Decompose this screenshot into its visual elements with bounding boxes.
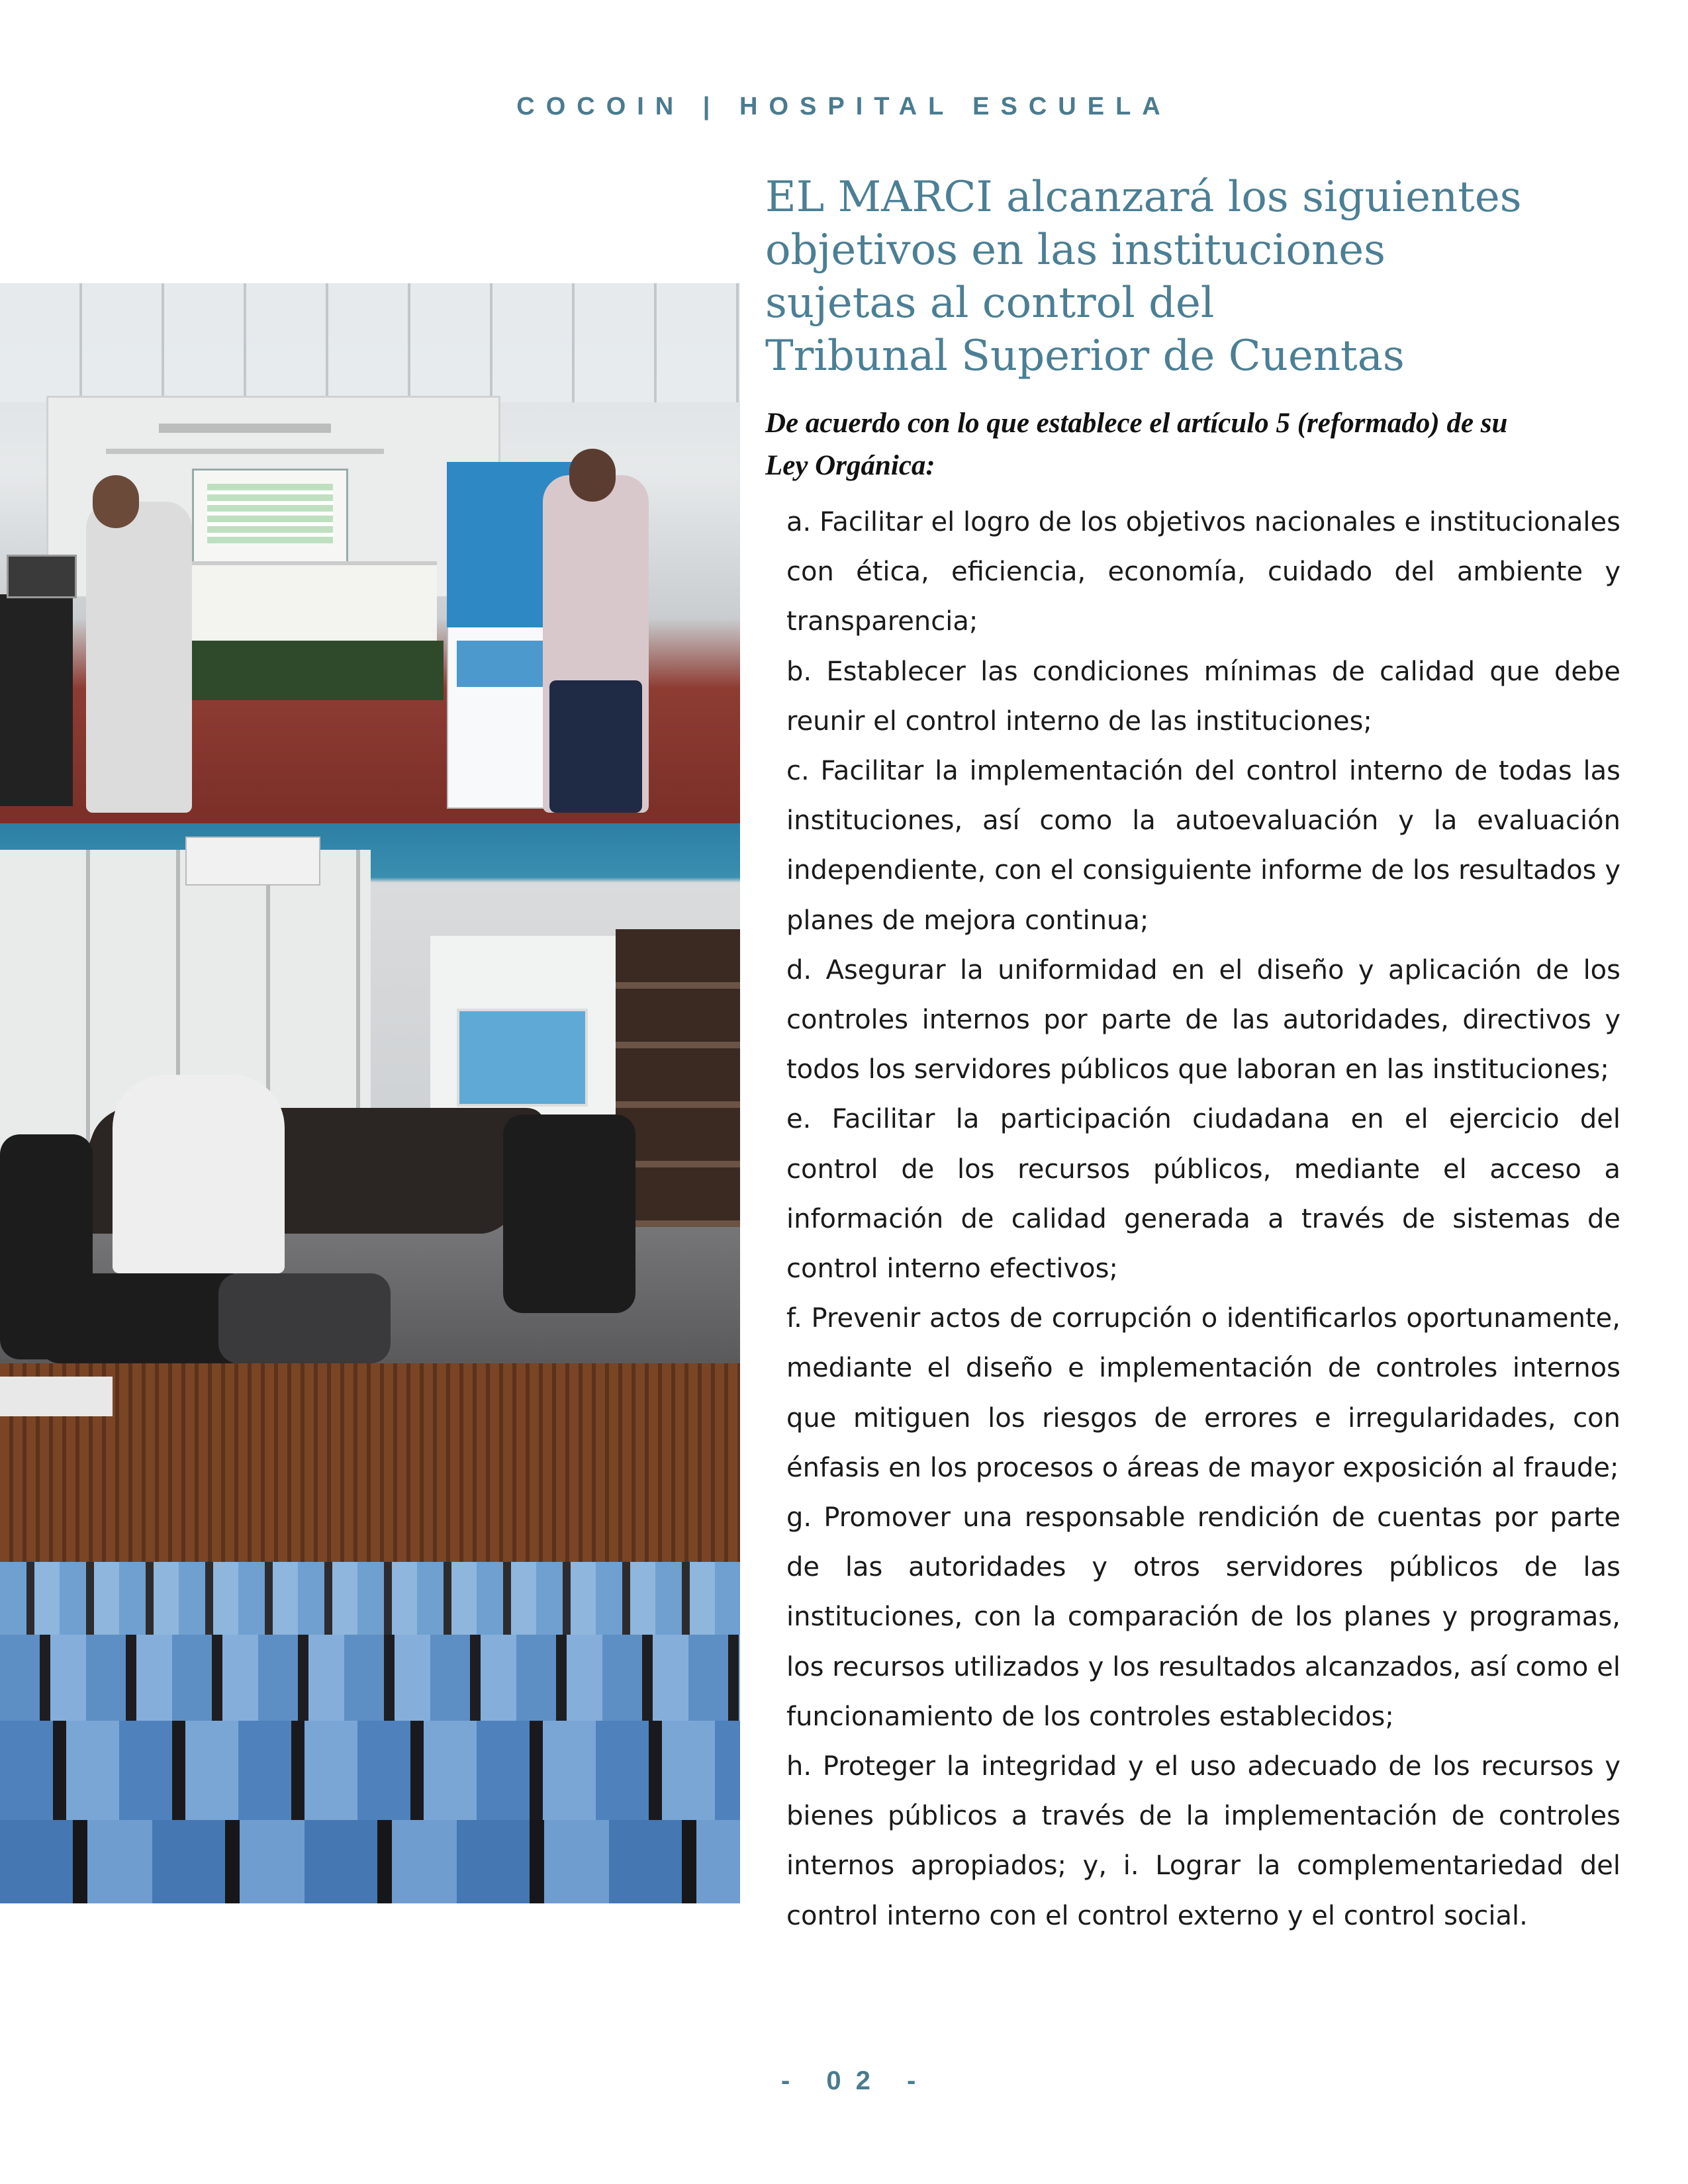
photo-auditorium xyxy=(0,1363,740,1903)
photo-meeting-room xyxy=(0,823,740,1363)
objective-item-d: d. Asegurar la uniformidad en el diseño y aplicación de los controles internos por parte de las autoridades, directivos y todos los servidores públicos que laboran en las instituciones; xyxy=(786,954,1620,1085)
photo-column xyxy=(0,283,740,1903)
objective-item-c: c. Facilitar la implementación del control interno de todas las instituciones, así como la autoevaluación y la evaluación independiente, con el consiguiente informe de los resultados y planes de mejora continua; xyxy=(786,756,1620,936)
running-header: COCOIN | HOSPITAL ESCUELA xyxy=(516,93,1172,120)
objective-item-e: e. Facilitar la participación ciudadana en el ejercicio del control de los recursos públicos, mediante el acceso a información de calidad generada a través de sistemas de control interno efectivos; xyxy=(786,1104,1620,1285)
objective-item-h: h. Proteger la integridad y el uso adecuado de los recursos y bienes públicos a través de la implementación de controles internos apropiados; y, i. Lograr la complementariedad del control interno con el control externo y el control social. xyxy=(786,1751,1620,1931)
title-line: objetivos en las instituciones xyxy=(765,226,1385,275)
page-number: - 02 - xyxy=(781,2066,931,2095)
subtitle-line: De acuerdo con lo que establece el artículo 5 (reformado) de su xyxy=(765,408,1508,439)
objectives-list xyxy=(786,498,1620,1941)
subtitle-line: Ley Orgánica: xyxy=(765,450,935,481)
photo-presentation-stage xyxy=(0,283,740,823)
title-line: sujetas al control del xyxy=(765,279,1215,328)
objective-item-g: g. Promover una responsable rendición de cuentas por parte de las autoridades y otros servidores públicos de las instituciones, con la comparación de los planes y programas, los recursos utilizados y los resultados alcanzados, así como el funcionamiento de los controles establecidos; xyxy=(786,1502,1620,1732)
title-line: Tribunal Superior de Cuentas xyxy=(765,332,1405,381)
title-line: EL MARCI alcanzará los siguientes xyxy=(765,173,1522,222)
page-title xyxy=(765,171,1620,383)
objective-item-f: f. Prevenir actos de corrupción o identificarlos oportunamente, mediante el diseño e implementación de controles internos que mitiguen los riesgos de errores e irregularidades, con énfasis en los procesos o áreas de mayor exposición al fraude; xyxy=(786,1303,1620,1483)
page-subtitle xyxy=(765,402,1620,487)
objective-item-b: b. Establecer las condiciones mínimas de calidad que debe reunir el control interno de las instituciones; xyxy=(786,656,1620,737)
objective-item-a: a. Facilitar el logro de los objetivos nacionales e institucionales con ética, eficiencia, economía, cuidado del ambiente y transparencia; xyxy=(786,507,1620,637)
